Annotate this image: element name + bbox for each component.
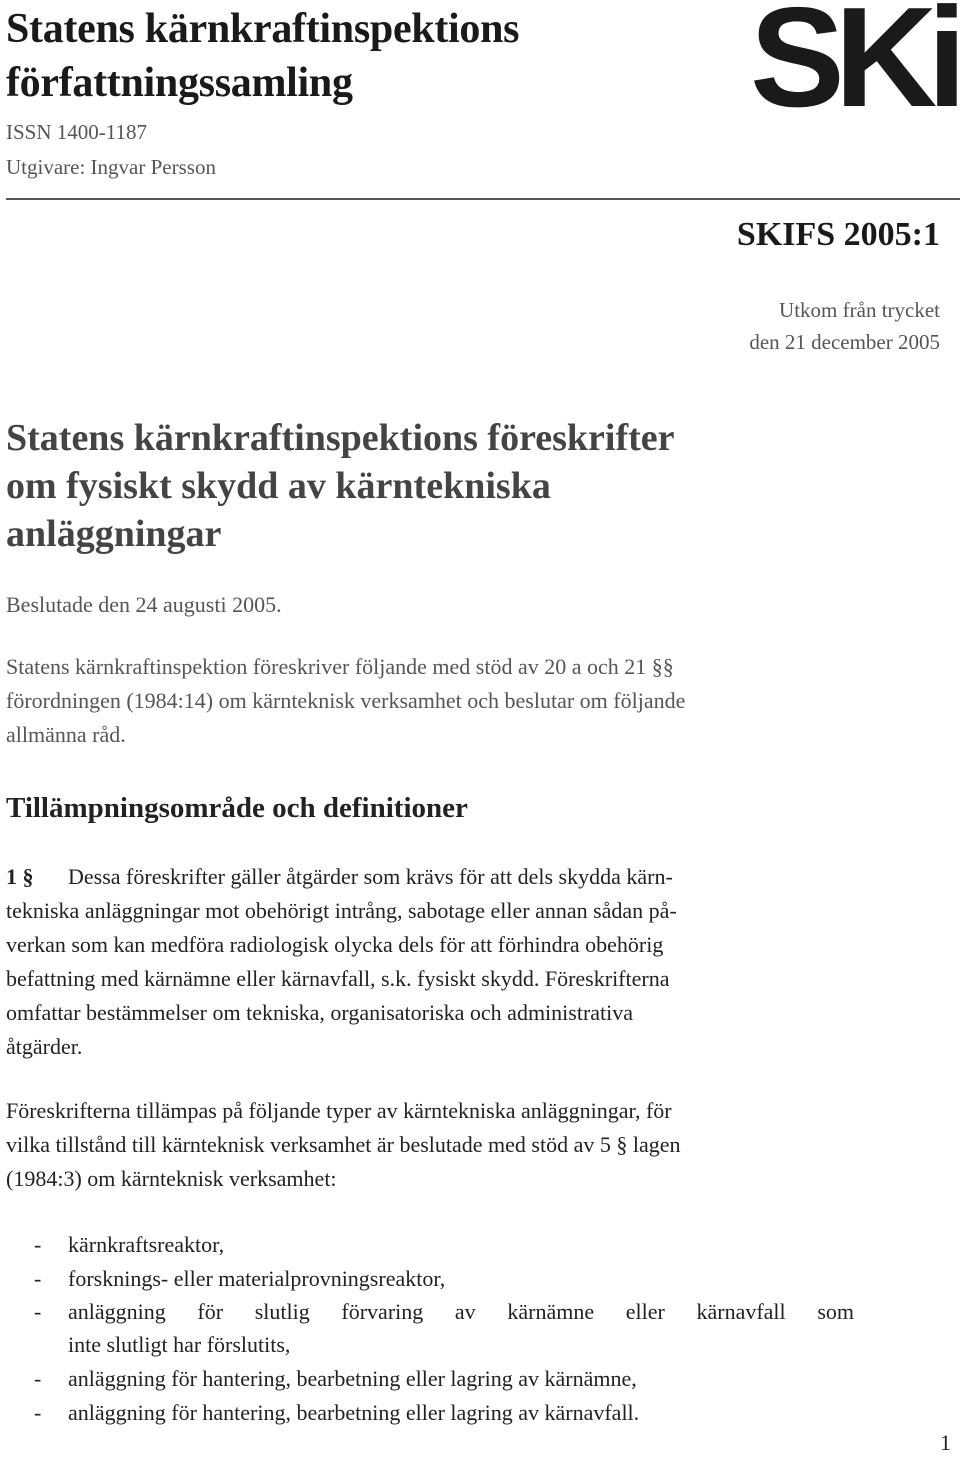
skifs-code: SKIFS 2005:1 <box>736 216 940 253</box>
paragraph-line: befattning med kärnämne eller kärnavfall, s.k. fysiskt skydd. Föreskrifterna <box>6 966 670 991</box>
printed-date <box>749 294 940 358</box>
list-dash: - <box>34 1266 42 1291</box>
intro-line: förordningen (1984:14) om kärnteknisk verksamhet och beslutar om följande <box>6 688 686 713</box>
document-title-line2: om fysiskt skydd av kärntekniska <box>6 465 551 507</box>
list-item-continuation: inte slutligt har förslutits, <box>68 1332 291 1357</box>
paragraph-line: vilka tillstånd till kärnteknisk verksamhet är beslutade med stöd av 5 § lagen <box>6 1132 681 1157</box>
decision-date: Beslutade den 24 augusti 2005. <box>6 592 282 617</box>
list-dash: - <box>34 1366 42 1391</box>
list-item: anläggning för hantering, bearbetning eller lagring av kärnavfall. <box>68 1400 640 1425</box>
ski-logo <box>750 0 960 112</box>
list-dash: - <box>34 1400 42 1425</box>
paragraph-line: Föreskrifterna tillämpas på följande typer av kärntekniska anläggningar, för <box>6 1098 672 1123</box>
list-dash: - <box>34 1232 42 1257</box>
publication-title <box>6 2 519 110</box>
paragraph-line: Dessa föreskrifter gäller åtgärder som krävs för att dels skydda kärn- <box>68 864 673 889</box>
logo-text: SKi <box>750 0 957 112</box>
printed-line2: den 21 december 2005 <box>749 330 940 354</box>
list-dash: - <box>34 1299 42 1324</box>
publication-title-line1: Statens kärnkraftinspektions <box>6 6 520 52</box>
publisher: Utgivare: Ingvar Persson <box>6 155 216 179</box>
list-item: anläggning för hantering, bearbetning eller lagring av kärnämne, <box>68 1366 637 1391</box>
paragraph-line: verkan som kan medföra radiologisk olycka dels för att förhindra obehörig <box>6 932 664 957</box>
document-title-line1: Statens kärnkraftinspektions föreskrifter <box>6 417 675 459</box>
paragraph-line: åtgärder. <box>6 1034 83 1059</box>
page-number: 1 <box>940 1430 951 1455</box>
intro-line: allmänna råd. <box>6 722 126 747</box>
document-title <box>6 414 675 558</box>
paragraph-number: 1 § <box>6 864 34 889</box>
list-item: forsknings- eller materialprovningsreaktor, <box>68 1266 446 1291</box>
paragraph-line: tekniska anläggningar mot obehörigt intrång, sabotage eller annan sådan på- <box>6 898 677 923</box>
document-title-line3: anläggningar <box>6 513 222 555</box>
section-heading: Tillämpningsområde och definitioner <box>6 792 468 824</box>
publication-title-line2: författningssamling <box>6 60 353 106</box>
paragraph-line: (1984:3) om kärnteknisk verksamhet: <box>6 1166 337 1191</box>
issn: ISSN 1400-1187 <box>6 120 147 144</box>
list-item: kärnkraftsreaktor, <box>68 1232 225 1257</box>
intro-line: Statens kärnkraftinspektion föreskriver följande med stöd av 20 a och 21 §§ <box>6 654 674 679</box>
printed-line1: Utkom från trycket <box>779 298 940 322</box>
list-item-justified: anläggning för slutlig förvaring av kärnämne eller kärnavfall som <box>68 1299 854 1324</box>
header-divider <box>6 198 960 200</box>
list-item <box>68 1299 854 1325</box>
paragraph-line: omfattar bestämmelser om tekniska, organisatoriska och administrativa <box>6 1000 634 1025</box>
